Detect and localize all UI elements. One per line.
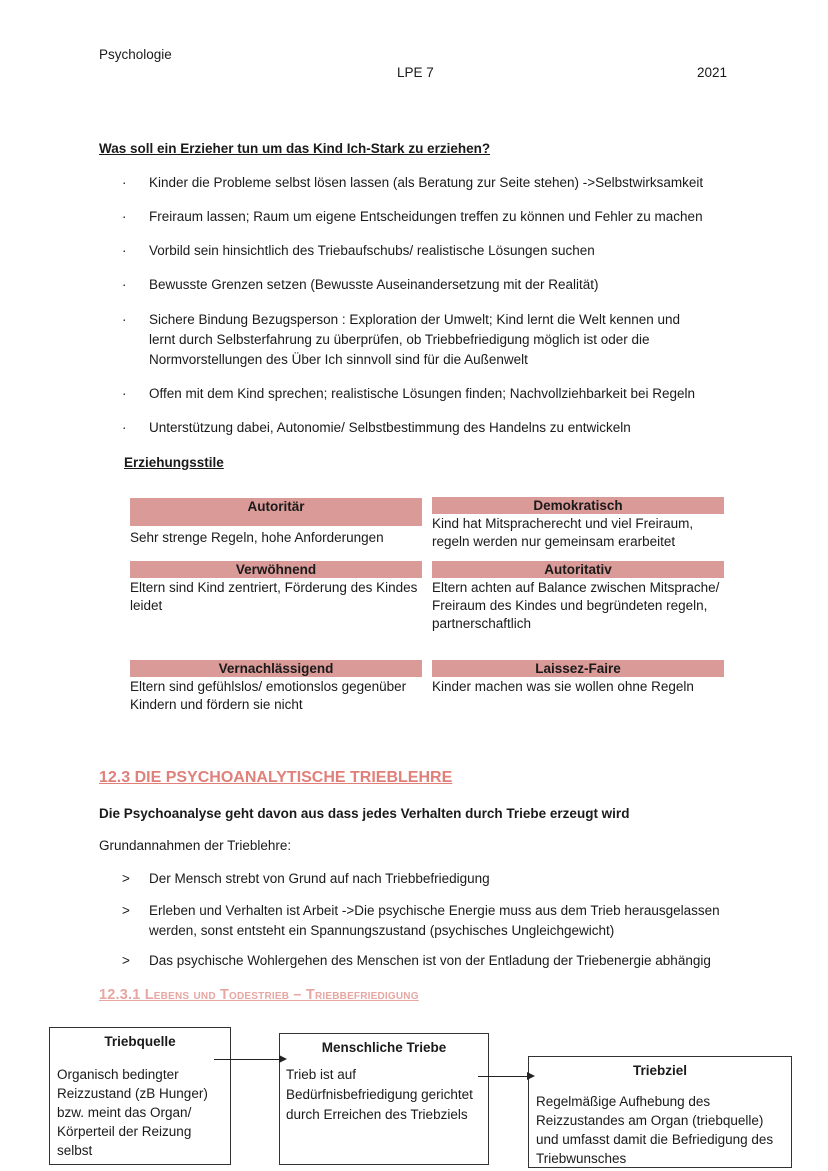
style-name: Vernachlässigend bbox=[130, 660, 422, 677]
chevron-right-icon: > bbox=[122, 903, 130, 918]
style-desc: Kind hat Mitspracherecht und viel Freiraum, regeln werden nur gemeinsam erarbeitet bbox=[432, 516, 694, 549]
style-card-autoritativ bbox=[432, 561, 724, 633]
style-desc: Eltern sind Kind zentriert, Förderung des Kindes leidet bbox=[130, 580, 418, 613]
bullet-mark: · bbox=[122, 277, 127, 292]
style-name: Demokratisch bbox=[432, 497, 724, 514]
diagram-box-menschliche-triebe bbox=[279, 1033, 489, 1165]
chevron-right-icon: > bbox=[122, 871, 130, 886]
section-title: 12.3 DIE PSYCHOANALYTISCHE TRIEBLEHRE bbox=[99, 769, 453, 786]
box-title: Triebquelle bbox=[104, 1034, 176, 1049]
list-item-text: Vorbild sein hinsichtlich des Triebaufschubs/ realistische Lösungen suchen bbox=[149, 243, 595, 258]
section-lead: Die Psychoanalyse geht davon aus dass jedes Verhalten durch Triebe erzeugt wird bbox=[99, 806, 630, 821]
list-item-text: Kinder die Probleme selbst lösen lassen (als Beratung zur Seite stehen) ->Selbstwirksamkeit bbox=[149, 175, 704, 190]
style-desc: Sehr strenge Regeln, hohe Anforderungen bbox=[130, 530, 384, 545]
question-title: Was soll ein Erzieher tun um das Kind Ich-Stark zu erziehen? bbox=[99, 141, 491, 156]
box-text: Regelmäßige Aufhebung des Reizzustandes am Organ (triebquelle) und umfasst damit die Befriedigung des Triebwunsches bbox=[536, 1094, 774, 1166]
style-desc: Kinder machen was sie wollen ohne Regeln bbox=[432, 679, 694, 694]
subsection-title: 12.3.1 Lebens und Todestrieb – Triebbefriedigung bbox=[99, 987, 419, 1003]
list-item-text: Sichere Bindung Bezugsperson : Exploration der Umwelt; Kind lernt die Welt kennen und lernt durch Selbsterfahrung zu überprüfen, ob Triebbefriedigung möglich ist oder die Normvorstellungen des Über Ich sinnvoll sind für die Außenwelt bbox=[149, 312, 681, 367]
list-item-text: Unterstützung dabei, Autonomie/ Selbstbestimmung des Handelns zu entwickeln bbox=[149, 420, 631, 435]
style-name: Verwöhnend bbox=[130, 561, 422, 578]
diagram-box-triebziel bbox=[528, 1056, 792, 1168]
arrow-line bbox=[214, 1059, 280, 1060]
style-card-laissez-faire bbox=[432, 660, 724, 696]
box-text: Organisch bedingter Reizzustand (zB Hunger) bzw. meint das Organ/ Körperteil der Reizung selbst bbox=[57, 1067, 208, 1158]
list-item-text: Freiraum lassen; Raum um eigene Entscheidungen treffen zu können und Fehler zu machen bbox=[149, 209, 703, 224]
section-intro: Grundannahmen der Trieblehre: bbox=[99, 838, 292, 853]
bullet-mark: · bbox=[122, 175, 127, 190]
arrow-line bbox=[478, 1076, 529, 1077]
arrow-right-icon bbox=[527, 1072, 535, 1080]
bullet-mark: · bbox=[122, 243, 127, 258]
bullet-mark: · bbox=[122, 209, 127, 224]
box-title: Menschliche Triebe bbox=[321, 1040, 447, 1055]
box-text: Trieb ist auf Bedürfnisbefriedigung gerichtet durch Erreichen des Triebziels bbox=[286, 1067, 473, 1122]
chevron-right-icon: > bbox=[122, 953, 130, 968]
style-card-autoritaer bbox=[130, 498, 422, 547]
list-item-text: Erleben und Verhalten ist Arbeit ->Die psychische Energie muss aus dem Trieb herausgelassen werden, sonst entsteht ein Spannungszustand (psychisches Ungleichgewicht) bbox=[149, 903, 720, 938]
list-item-text: Offen mit dem Kind sprechen; realistische Lösungen finden; Nachvollziehbarkeit bei Regeln bbox=[149, 386, 696, 401]
header-subject: Psychologie bbox=[99, 47, 172, 62]
arrow-right-icon bbox=[279, 1055, 287, 1063]
style-name: Autoritativ bbox=[432, 561, 724, 578]
style-desc: Eltern achten auf Balance zwischen Mitsprache/ Freiraum des Kindes und begründeten regeln, partnerschaftlich bbox=[432, 580, 720, 631]
header-center: LPE 7 bbox=[397, 65, 434, 80]
style-name: Autoritär bbox=[130, 498, 422, 526]
box-title: Triebziel bbox=[632, 1063, 688, 1078]
style-card-verwoehnend bbox=[130, 561, 422, 615]
list-item-text: Das psychische Wohlergehen des Menschen ist von der Entladung der Triebenergie abhängig bbox=[149, 953, 711, 968]
bullet-mark: · bbox=[122, 420, 127, 435]
list-item-text: Bewusste Grenzen setzen (Bewusste Auseinandersetzung mit der Realität) bbox=[149, 277, 599, 292]
styles-title: Erziehungsstile bbox=[124, 455, 224, 470]
list-item-text: Der Mensch strebt von Grund auf nach Triebbefriedigung bbox=[149, 871, 490, 886]
style-card-demokratisch bbox=[432, 497, 724, 551]
header-year: 2021 bbox=[697, 65, 728, 80]
style-desc: Eltern sind gefühlslos/ emotionslos gegenüber Kindern und fördern sie nicht bbox=[130, 679, 407, 712]
diagram-box-triebquelle bbox=[49, 1027, 231, 1165]
bullet-mark: · bbox=[122, 312, 127, 327]
style-name: Laissez-Faire bbox=[432, 660, 724, 677]
style-card-vernachlaessigend bbox=[130, 660, 422, 714]
bullet-mark: · bbox=[122, 386, 127, 401]
